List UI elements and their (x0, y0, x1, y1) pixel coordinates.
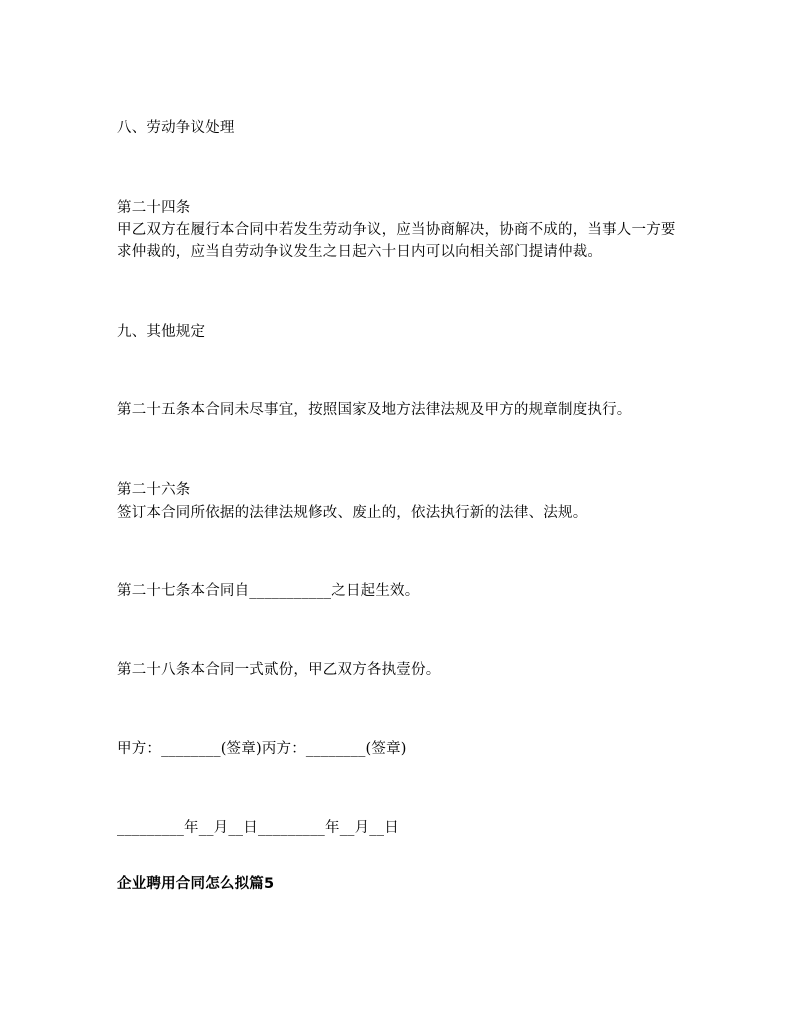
article-27: 第二十七条本合同自___________之日起生效。 (117, 583, 420, 599)
article-24-body: 甲乙双方在履行本合同中若发生劳动争议，应当协商解决，协商不成的，当事人一方要求仲裁的，应当自劳动争议发生之日起六十日内可以向相关部门提请仲裁。 (117, 222, 676, 260)
next-section-title: 企业聘用合同怎么拟篇5 (117, 876, 275, 892)
date-line: _________年__月__日_________年__月__日 (117, 820, 399, 836)
article-24-title: 第二十四条 (117, 200, 191, 216)
section-heading-labor-dispute: 八、劳动争议处理 (117, 120, 235, 136)
article-28: 第二十八条本合同一式贰份，甲乙双方各执壹份。 (117, 662, 441, 678)
article-26-title: 第二十六条 (117, 482, 191, 498)
section-heading-other-provisions: 九、其他规定 (117, 324, 206, 340)
article-26-body: 签订本合同所依据的法律法规修改、废止的，依法执行新的法律、法规。 (117, 505, 588, 521)
article-25: 第二十五条本合同未尽事宜，按照国家及地方法律法规及甲方的规章制度执行。 (117, 402, 632, 418)
signature-line: 甲方：________(签章)丙方：________(签章) (117, 741, 407, 757)
